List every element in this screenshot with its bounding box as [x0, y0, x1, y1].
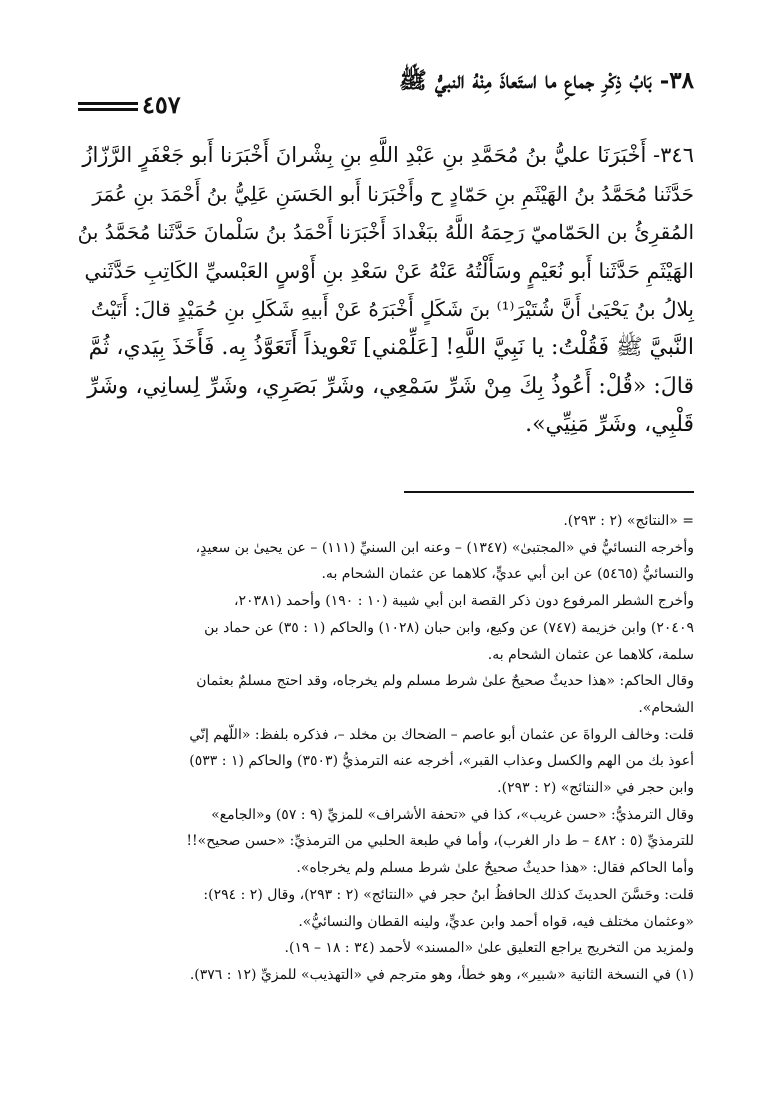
header-rule-bottom — [78, 108, 138, 111]
hadith-line-6: النَّبيَّ ﷺ فَقُلْتُ: يا نَبِيَّ اللَّهِ! [عَلِّمْني] تَعْويذاً أَتَعَوَّذُ بِه. فَأَخَذَ بِيَدي، ثُمَّ — [88, 334, 694, 360]
hadith-line-1: ٣٤٦- أَخْبَرَنَا عليُّ بنُ مُحَمَّدِ بنِ عَبْدِ اللَّهِ بنِ بِشْرانَ أَخْبَرَنا أَبو جَعْفَرٍ الرَّزّازُ — [82, 143, 694, 167]
footnote-line: وأما الحاكم فقال: «هذا حديثٌ صحيحٌ علىٰ شرط مسلم ولم يخرجاه». — [296, 860, 694, 877]
footnote-line: سلمة، كلاهما عن عثمان الشحام به. — [487, 646, 694, 663]
footnote-separator — [404, 491, 694, 493]
footnote-line: وأخرج الشطر المرفوع دون ذكر القصة ابن أبي شيبة (١٠ : ١٩٠) وأحمد (٢٠٣٨١، — [233, 593, 694, 610]
footnote-line: أعوذ بك من الهم والكسل وعذاب القبر»، أخرجه عنه الترمذيُّ (٣٥٠٣) والحاكم (١ : ٥٣٣) — [189, 753, 694, 770]
footnote-line: قلت: وحَسَّنَ الحديثَ كذلك الحافظُ ابنُ حجر في «النتائج» (٢ : ٢٩٣)، وقال (٢ : ٢٩٤): — [203, 886, 694, 903]
footnote-line: وأخرجه النسائيُّ في «المجتبىٰ» (١٣٤٧) – وعنه ابن السنيِّ (١١١) – عن يحيىٰ بن سعيدٍ، — [195, 539, 694, 556]
footnote-line: = «النتائج» (٢ : ٢٩٣). — [563, 513, 694, 529]
footnote-line: وابن حجر في «النتائج» (٢ : ٢٩٣). — [497, 780, 694, 797]
page-header — [78, 58, 694, 128]
footnote-line: ٢٠٤٠٩) وابن خزيمة (٧٤٧) عن وكيع، وابن حبان (١٠٢٨) والحاكم (١ : ٣٥) عن حماد بن — [204, 619, 694, 636]
footnote-line: الشحام». — [638, 699, 694, 716]
footnote-line: قلت: وخالف الرواةَ عن عثمان أبو عاصم – الضحاك بن مخلد –، فذكره بلفظ: «اللّهم إنّي — [189, 726, 694, 743]
hadith-line-3: المُقرِئُ بن الحَمّاميّ رَحِمَهُ اللَّهُ ببَغْدادَ أَخْبَرَنا أَحْمَدُ بنُ سَلْمانَ حَدَّثَنا مُحَمَّدُ بنُ — [77, 220, 694, 245]
footnotes — [78, 508, 694, 989]
footnote-line: والنسائيُّ (٥٤٦٥) عن ابن أبي عديٍّ، كلاهما عن عثمان الشحام به. — [321, 566, 694, 583]
footnote-line: ولمزيد من التخريج يراجع التعليق علىٰ «المسند» لأحمد (٣٤ : ١٨ – ١٩). — [284, 940, 694, 957]
hadith-line-8: قَلْبِي، وشَرِّ مَنِيِّي». — [525, 412, 694, 438]
hadith-line-4: الهَيْثَمِ حَدَّثَنا أَبو نُعَيْمٍ وسَأَلْتُهُ عَنْهُ عَنْ سَعْدِ بنِ أَوْسٍ العَبْسيِّ الكَاتِبِ حَدَّثَني — [84, 258, 694, 283]
chapter-title: ٣٨- بَابُ ذِكْرِ جماعِ ما استَعاذَ مِنْهُ النبيُّ ﷺ — [399, 67, 694, 94]
footnote-line: وقال الحاكم: «هذا حديثٌ صحيحٌ علىٰ شرط مسلم ولم يخرجاه، وقد احتج مسلمٌ بعثمان — [196, 673, 694, 690]
footnote-line: وقال الترمذيُّ: «حسن غريب»، كذا في «تحفة الأشراف» للمزيِّ (٩ : ٥٧) و«الجامع» — [211, 806, 694, 823]
footnote-line: «وعثمان مختلف فيه، قواه أحمد وابن عديٍّ، ولينه القطان والنسائيُّ». — [298, 913, 694, 930]
page-number: ٤٥٧ — [142, 90, 181, 119]
hadith-line-2: حَدَّثَنا مُحَمَّدُ بنُ الهَيْثَمِ بنِ حَمّادٍ ح وأَخْبَرَنا أَبو الحَسَنِ عَلِيُّ بنُ أَحْمَدَ بنِ عُمَرَ — [92, 181, 694, 206]
footnote-line: (١) في النسخة الثانية «شبير»، وهو خطأ، وهو مترجم في «التهذيب» للمزيِّ (١٢ : ٣٧٦). — [189, 966, 694, 983]
header-rule-top — [78, 102, 138, 105]
hadith-text — [78, 136, 694, 445]
hadith-line-5: بِلالُ بنُ يَحْيَىٰ أَنَّ شُتَيْرَ⁽¹⁾ بنَ شَكَلٍ أَخْبَرَهُ عَنْ أَبيهِ شَكَلِ بنِ حُمَيْدٍ قالَ: أَتَيْتُ — [90, 297, 694, 322]
hadith-line-7: قالَ: «قُلْ: أَعُوذُ بِكَ مِنْ شَرِّ سَمْعِي، وشَرِّ بَصَرِي، وشَرِّ لِسانِي، وشَرِّ — [87, 373, 694, 399]
footnote-line: للترمذيِّ (٥ : ٤٨٢ – ط دار الغرب)، وأما في طبعة الحلبي من الترمذيِّ: «حسن صحيح»!! — [186, 833, 694, 850]
